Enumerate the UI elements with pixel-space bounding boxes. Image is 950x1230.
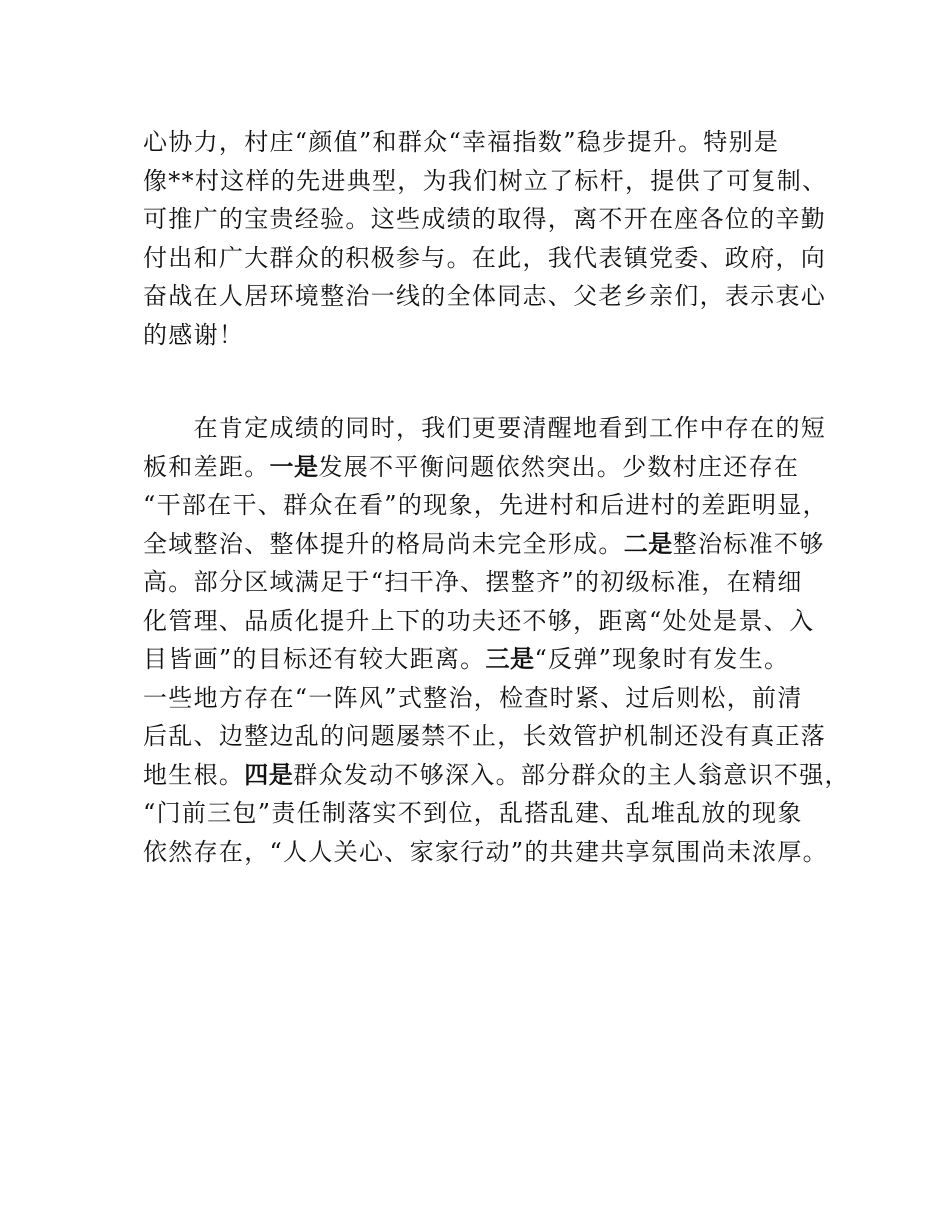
text-line: 可推广的宝贵经验。这些成绩的取得，离不开在座各位的辛勤 bbox=[143, 205, 827, 233]
text-line bbox=[143, 448, 833, 487]
text-segment: 全域整治、整体提升的格局尚未完全形成。 bbox=[143, 529, 624, 558]
text-line: 奋战在人居环境整治一线的全体同志、父老乡亲们，表示衷心 bbox=[143, 282, 827, 310]
text-line: 像**村这样的先进典型，为我们树立了标杆，提供了可复制、 bbox=[143, 166, 828, 195]
text-line: 依然存在，“人人关心、家家行动”的共建共享氛围尚未浓厚。 bbox=[143, 837, 828, 866]
text-line: 的感谢！ bbox=[143, 320, 245, 349]
text-segment: 目皆画”的目标还有较大距离。 bbox=[143, 645, 486, 673]
paragraph-achievements bbox=[143, 123, 833, 354]
paragraph-shortcomings bbox=[143, 409, 850, 871]
text-segment: 板和差距。 bbox=[143, 452, 270, 481]
text-line: 心协力，村庄“颜值”和群众“幸福指数”稳步提升。特别是 bbox=[143, 128, 780, 156]
point-marker-three: 三是 bbox=[485, 645, 535, 673]
point-marker-four: 四是 bbox=[244, 760, 294, 789]
point-marker-one: 一是 bbox=[269, 452, 319, 481]
text-line: 付出和广大群众的积极参与。在此，我代表镇党委、政府，向 bbox=[143, 243, 827, 272]
text-line: “干部在干、群众在看”的现象，先进村和后进村的差距明显， bbox=[143, 491, 828, 519]
text-segment: 群众发动不够深入。部分群众的主人翁意识不强， bbox=[293, 760, 850, 789]
text-line bbox=[143, 756, 850, 795]
text-line bbox=[143, 525, 833, 564]
text-line: 高。部分区域满足于“扫干净、摆整齐”的初级标准，在精细 bbox=[143, 568, 803, 596]
text-segment: 发展不平衡问题依然突出。少数村庄还存在 bbox=[318, 452, 800, 481]
text-line: 一些地方存在“一阵风”式整治，检查时紧、过后则松，前清 bbox=[143, 683, 803, 712]
text-line bbox=[143, 640, 833, 679]
text-line: 后乱、边整边乱的问题屡禁不止，长效管护机制还没有真正落 bbox=[143, 722, 827, 750]
text-segment: “反弹”现象时有发生。 bbox=[534, 645, 790, 673]
point-marker-two: 二是 bbox=[623, 529, 673, 558]
text-line: 化管理、品质化提升上下的功夫还不够，距离“处处是景、入 bbox=[143, 606, 815, 635]
text-line: 在肯定成绩的同时，我们更要清醒地看到工作中存在的短 bbox=[143, 414, 827, 442]
text-line: “门前三包”责任制落实不到位，乱搭乱建、乱堆乱放的现象 bbox=[143, 799, 803, 827]
text-segment: 整治标准不够 bbox=[672, 529, 825, 558]
text-segment: 地生根。 bbox=[143, 760, 245, 789]
